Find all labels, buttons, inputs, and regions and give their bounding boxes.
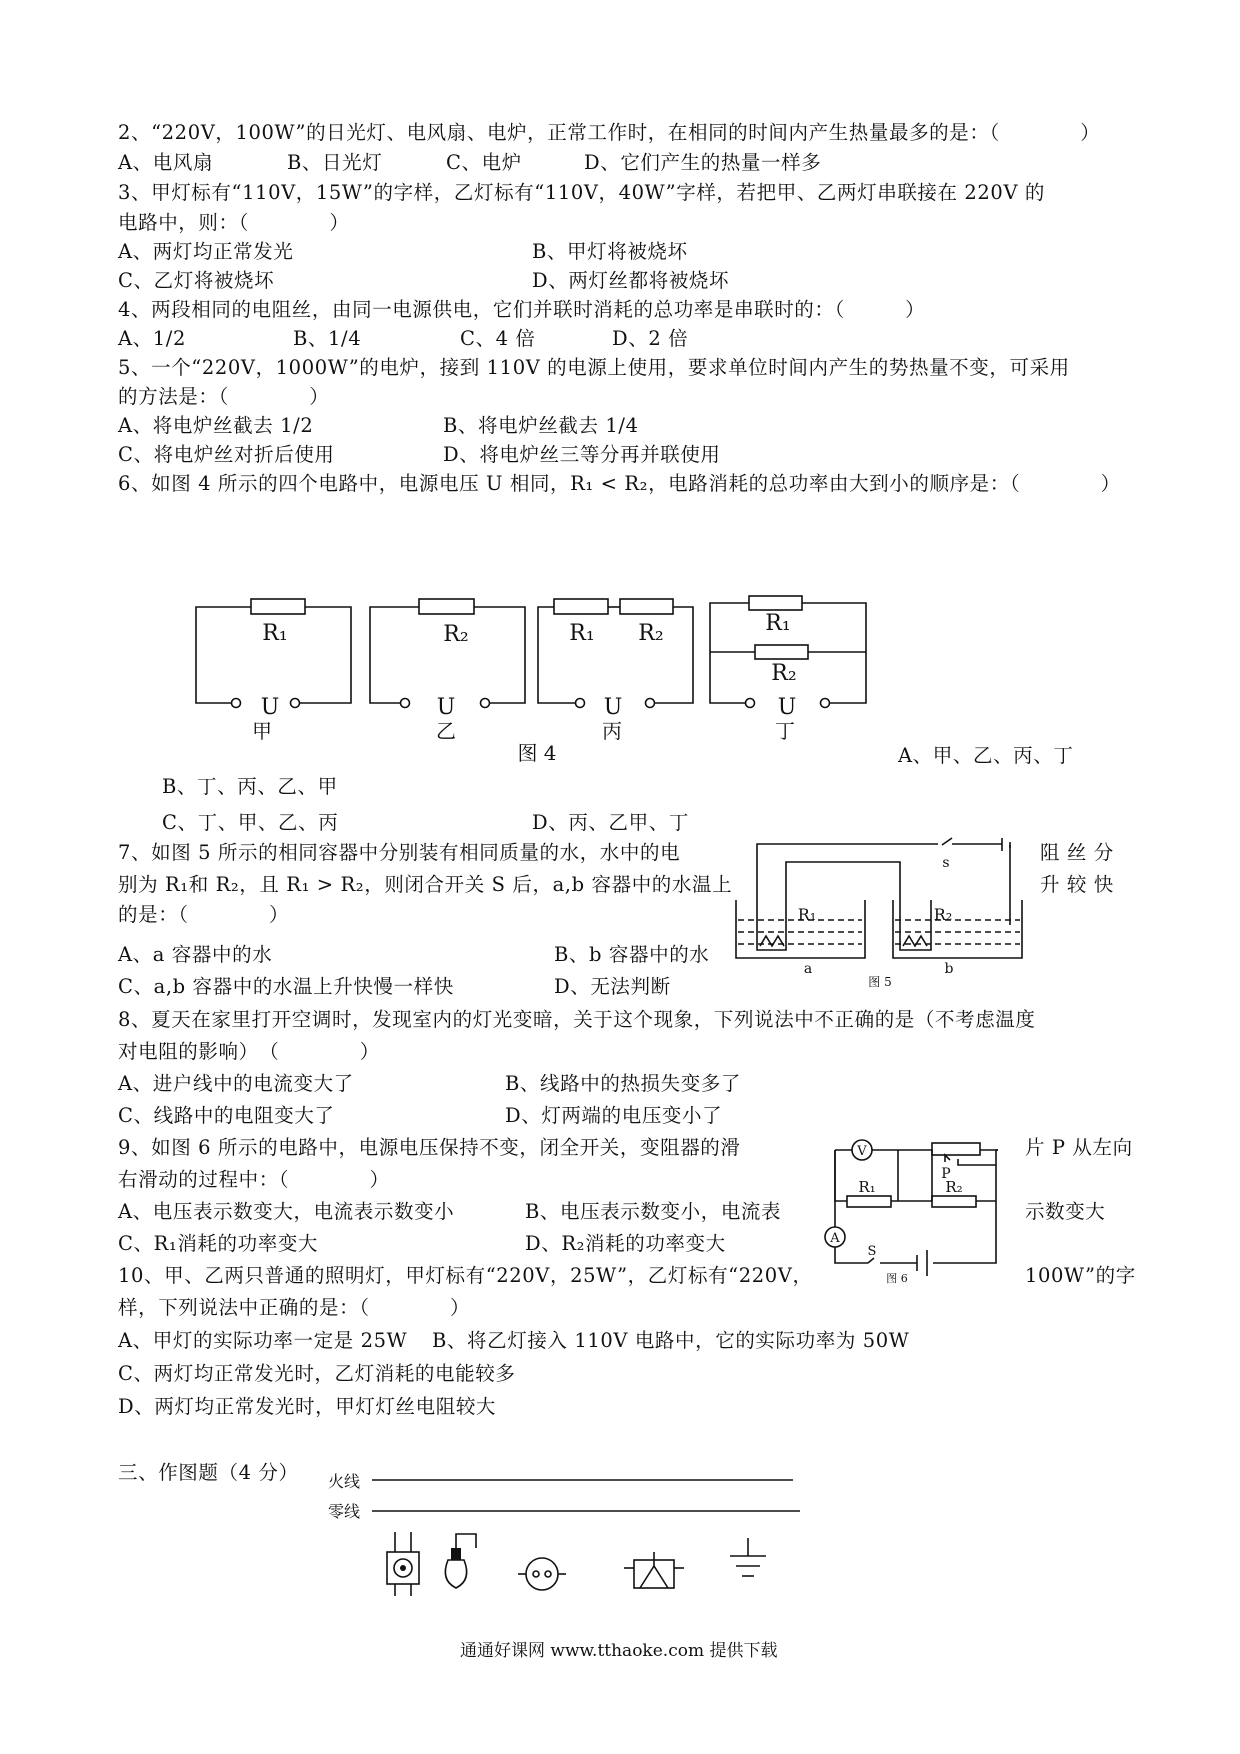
q9-option-a: A、电压表示数变大，电流表示数变小 (118, 1200, 455, 1223)
q8-option-d: D、灯两端的电压变小了 (505, 1104, 723, 1127)
wiring-drawing (328, 1472, 800, 1596)
fig6-switch-label: S (867, 1244, 877, 1259)
neutral-wire-label: 零线 (328, 1502, 361, 1521)
q7-option-a: A、a 容器中的水 (118, 943, 273, 966)
q10-option-b: B、将乙灯接入 110V 电路中，它的实际功率为 50W (432, 1329, 910, 1352)
q5-option-d: D、将电炉丝三等分再并联使用 (443, 443, 721, 466)
q9-option-b-continued: 示数变大 (1025, 1200, 1106, 1223)
fig5-r1-label: R₁ (797, 905, 817, 924)
q7-option-d: D、无法判断 (554, 975, 671, 998)
q7-stem-line2: 别为 R₁和 R₂，且 R₁ > R₂，则闭合开关 S 后，a,b 容器中的水温上 (118, 873, 733, 896)
bing-u-label: U (603, 695, 623, 720)
fig6-r2-label: R₂ (945, 1178, 963, 1196)
q10-option-a: A、甲灯的实际功率一定是 25W (118, 1329, 408, 1352)
jia-r1-label: R₁ (262, 621, 288, 646)
q2-stem: 2、“220V，100W”的日光灯、电风扇、电炉，正常工作时，在相同的时间内产生热量最多的是：（ ） (118, 121, 1101, 144)
q8-option-b: B、线路中的热损失变多了 (505, 1072, 742, 1095)
bing-label: 丙 (602, 719, 622, 743)
q6-option-d: D、丙、乙甲、丁 (532, 811, 689, 834)
q7-stem-line1-right: 阻 丝 分 (1040, 841, 1114, 864)
bing-r1-label: R₁ (569, 621, 595, 646)
figure-4-caption: 图 4 (517, 741, 557, 765)
q4-option-d: D、2 倍 (612, 327, 689, 350)
q7-stem-line3: 的是：（ ） (118, 903, 290, 926)
fig6-voltmeter-label: V (857, 1144, 867, 1159)
q8-option-c: C、线路中的电阻变大了 (118, 1104, 335, 1127)
q3-option-c: C、乙灯将被烧坏 (118, 269, 275, 292)
fig5-caption: 图 5 (868, 975, 892, 989)
circuit-yi (370, 599, 525, 743)
jia-u-label: U (260, 695, 280, 720)
section-3-heading: 三、作图题（4 分） (118, 1461, 299, 1484)
q10-option-c: C、两灯均正常发光时，乙灯消耗的电能较多 (118, 1362, 516, 1385)
fig6-r1-label: R₁ (858, 1178, 876, 1196)
q2-option-b: B、日光灯 (287, 151, 383, 174)
q4-option-a: A、1/2 (118, 327, 186, 350)
ding-r2-label: R₂ (771, 661, 797, 686)
q5-stem-line1: 5、一个“220V，1000W”的电炉，接到 110V 的电源上使用，要求单位时间内产生的势热量不变，可采用 (118, 356, 1070, 379)
q9-stem-line1-right: 片 P 从左向 (1025, 1136, 1133, 1159)
ding-r1-label: R₁ (765, 611, 791, 636)
fig6-caption: 图 6 (886, 1272, 908, 1285)
q5-option-a: A、将电炉丝截去 1/2 (118, 414, 314, 437)
q6-option-a: A、甲、乙、丙、丁 (898, 744, 1074, 767)
bing-r2-label: R₂ (638, 621, 664, 646)
q3-option-b: B、甲灯将被烧坏 (532, 240, 688, 263)
q9-option-c: C、R₁消耗的功率变大 (118, 1232, 319, 1255)
q2-option-d: D、它们产生的热量一样多 (584, 151, 822, 174)
q6-stem: 6、如图 4 所示的四个电路中，电源电压 U 相同，R₁ < R₂，电路消耗的总功率由大到小的顺序是：（ ） (118, 472, 1121, 495)
fig5-r2-label: R₂ (933, 905, 953, 924)
q4-option-b: B、1/4 (293, 327, 362, 350)
q8-stem-line1: 8、夏天在家里打开空调时，发现室内的灯光变暗，关于这个现象，下列说法中不正确的是（不考虑温度 (118, 1008, 1036, 1031)
fig6-p-label: P (941, 1166, 951, 1182)
q6-option-c: C、丁、甲、乙、丙 (162, 811, 339, 834)
live-wire-label: 火线 (328, 1472, 361, 1491)
q9-option-b: B、电压表示数变小，电流表 (525, 1200, 782, 1223)
circuit-jia (196, 599, 351, 743)
q3-stem-line1: 3、甲灯标有“110V，15W”的字样，乙灯标有“110V，40W”字样，若把甲、乙两灯串联接在 220V 的 (118, 181, 1046, 204)
q4-option-c: C、4 倍 (460, 327, 536, 350)
yi-label: 乙 (436, 719, 456, 743)
q2-option-a: A、电风扇 (118, 151, 214, 174)
q3-option-a: A、两灯均正常发光 (118, 240, 294, 263)
q2-option-c: C、电炉 (446, 151, 522, 174)
q9-option-d: D、R₂消耗的功率变大 (525, 1232, 726, 1255)
q10-stem-line2: 样，下列说法中正确的是：（ ） (118, 1296, 471, 1319)
q10-option-d: D、两灯均正常发光时，甲灯灯丝电阻较大 (118, 1395, 497, 1418)
q9-stem-line1: 9、如图 6 所示的电路中，电源电压保持不变，闭全开关，变阻器的滑 (118, 1136, 741, 1159)
figure-5-containers (736, 838, 1022, 989)
q5-stem-line2: 的方法是：（ ） (118, 385, 330, 408)
ding-label: 丁 (775, 719, 795, 743)
yi-r2-label: R₂ (443, 622, 469, 647)
circuit-bing (538, 599, 693, 743)
yi-u-label: U (436, 695, 456, 720)
q7-stem-line2-right: 升 较 快 (1040, 873, 1114, 896)
q8-option-a: A、进户线中的电流变大了 (118, 1072, 354, 1095)
q6-option-b: B、丁、丙、乙、甲 (162, 775, 338, 798)
fig5-a-label: a (803, 961, 813, 977)
q10-stem-line1: 10、甲、乙两只普通的照明灯，甲灯标有“220V，25W”，乙灯标有“220V， (118, 1264, 813, 1287)
q4-stem: 4、两段相同的电阻丝，由同一电源供电，它们并联时消耗的总功率是串联时的：（ ） (118, 298, 926, 321)
fig5-b-label: b (944, 961, 954, 977)
footer-credit: 通通好课网 www.tthaoke.com 提供下载 (460, 1641, 778, 1661)
q9-stem-line2: 右滑动的过程中：（ ） (118, 1168, 390, 1191)
jia-label: 甲 (252, 719, 272, 743)
fig6-ammeter-label: A (830, 1231, 840, 1246)
q5-option-b: B、将电炉丝截去 1/4 (443, 414, 639, 437)
q3-option-d: D、两灯丝都将被烧坏 (532, 269, 730, 292)
circuit-ding (710, 596, 866, 743)
q5-option-c: C、将电炉丝对折后使用 (118, 443, 335, 466)
ding-u-label: U (777, 695, 797, 720)
fig5-switch-label: s (942, 855, 950, 871)
q7-stem-line1: 7、如图 5 所示的相同容器中分别装有相同质量的水，水中的电 (118, 841, 681, 864)
q10-stem-line1-right: 100W”的字 (1025, 1264, 1136, 1287)
q8-stem-line2: 对电阻的影响） （ ） (118, 1040, 380, 1063)
q7-option-c: C、a,b 容器中的水温上升快慢一样快 (118, 975, 454, 998)
q7-option-b: B、b 容器中的水 (554, 943, 710, 966)
figure-6-circuit (825, 1140, 998, 1285)
q3-stem-line2: 电路中，则：（ ） (118, 211, 350, 234)
